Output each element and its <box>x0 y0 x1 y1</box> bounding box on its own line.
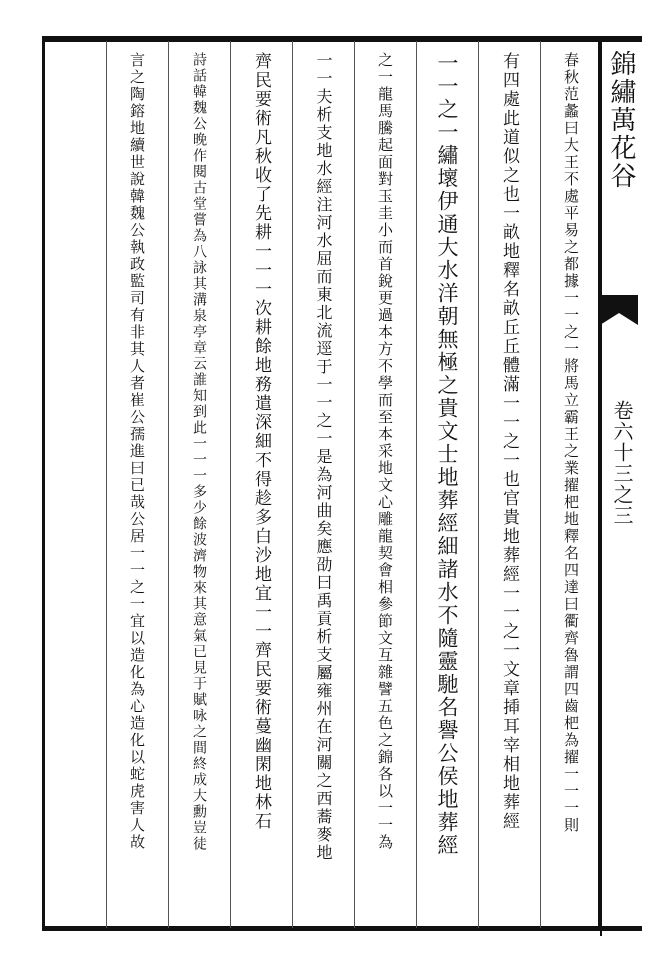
text-column-7: 詩話韓魏公晚作閱古堂嘗為八詠其溝泉亭章云誰知到此一一一多少餘波濟物來其意氣已見于賦咏之間終成大勳豈徒 <box>191 52 207 852</box>
column-rule <box>478 41 479 928</box>
column-rule <box>230 41 231 928</box>
text-column-6: 齊民要術凡秋收了先耕一一一次耕餘地務遣深細不得趁多白沙地宜一一齊民要術蔓幽閑地林石 <box>251 52 271 831</box>
column-rule <box>416 41 417 928</box>
column-rule <box>168 41 169 928</box>
fold-book-title: 錦繡萬花谷 <box>606 50 636 190</box>
column-rule <box>106 41 107 928</box>
column-rule <box>354 41 355 928</box>
fold-volume-label: 卷六十三之三 <box>610 400 634 526</box>
text-column-2: 有四處此道似之也一畝地釋名畝丘丘體滿一一之一也官貴地葬經一一之一文章揷耳宰相地葬經 <box>499 52 519 831</box>
text-column-5: 一一夫析支地水經注河水屈而東北流逕于一一之一是為河曲矣應劭曰禹貢析支屬雍州在河關之西蕎麥地 <box>314 52 333 862</box>
text-column-4: 之一龍馬騰起面對玉圭小而首銳更過本方不學而至本采地文心雕龍契會相參節文互雜譬五色之錦各以一一為 <box>376 52 394 851</box>
bottom-border <box>42 926 642 931</box>
text-column-3: 一一之一繡壞伊通大水洋朝無極之貴文士地葬經細諸水不隨靈馳名譽公侯地葬經 <box>435 52 459 857</box>
column-rule <box>540 41 541 928</box>
text-column-1: 春秋范蠡曰大王不處平易之都據一一之一將馬立霸王之業擢杷地釋名四達曰衢齊魯謂四齒杷為擢一一一則 <box>562 52 580 834</box>
text-column-9 <box>52 52 102 922</box>
text-column-8: 言之陶鎔地續世說韓魏公執政監司有非其人者崔公孺進曰已哉公居一一之一宜以造化為心造化以蛇虎害人故 <box>128 52 146 851</box>
column-rule <box>292 41 293 928</box>
